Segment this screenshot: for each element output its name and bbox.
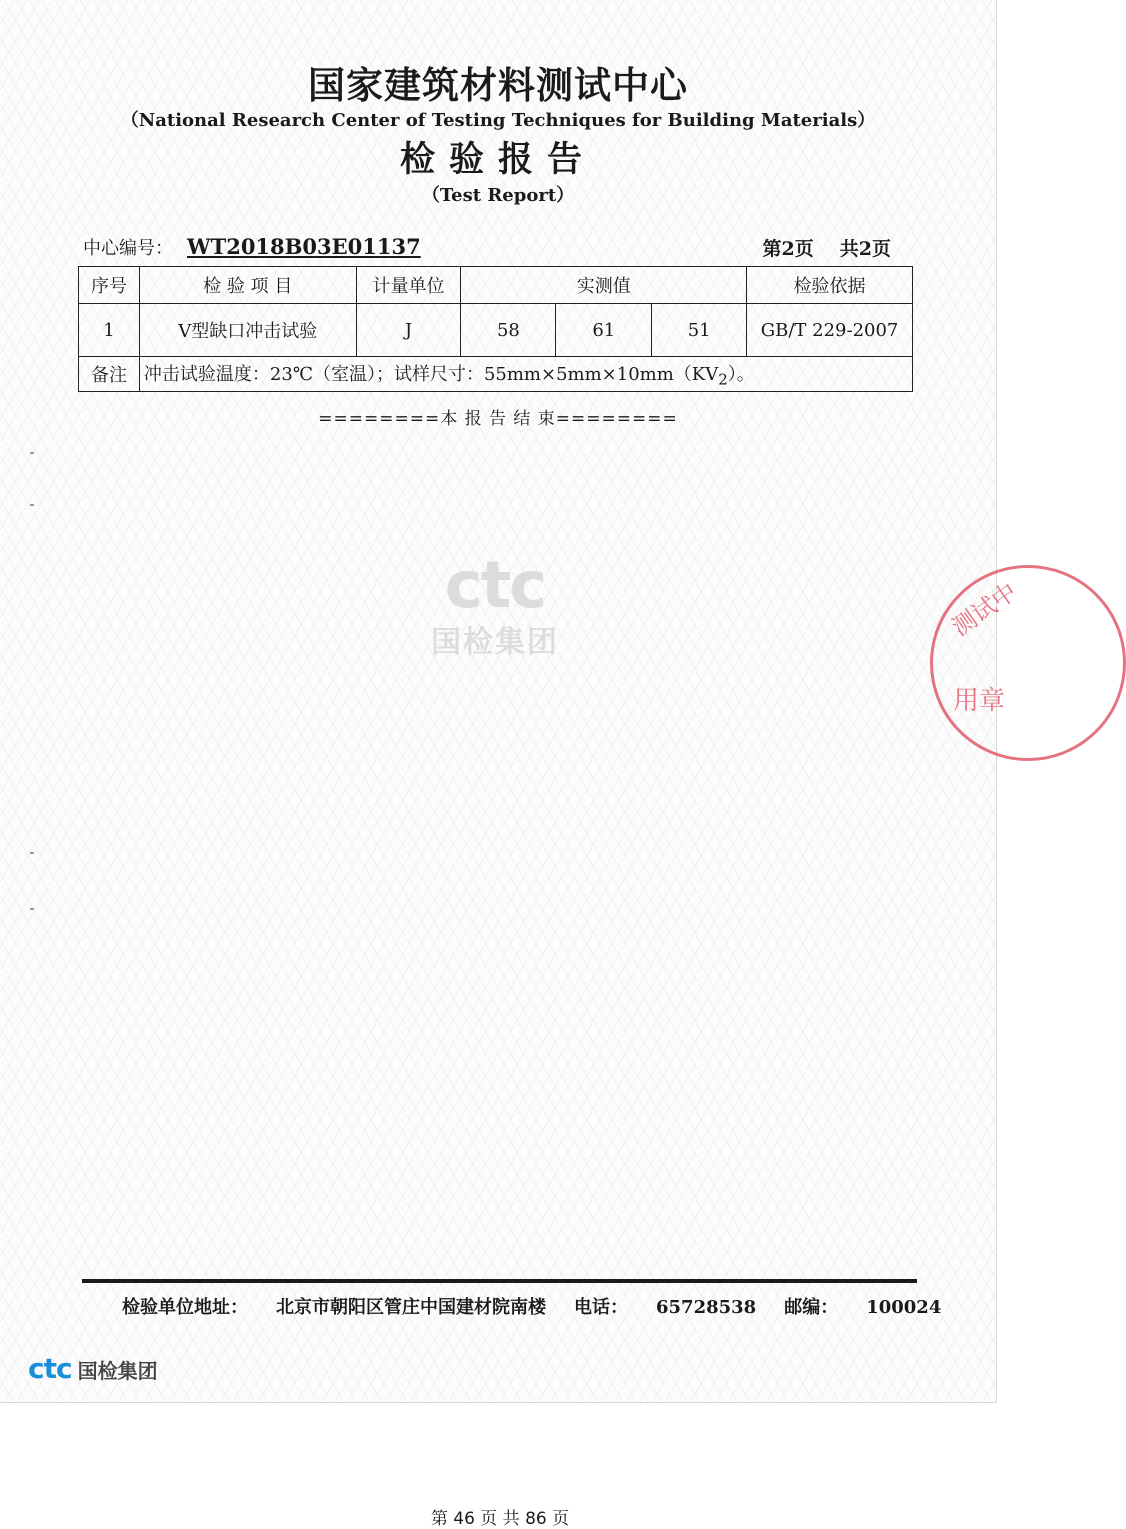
- header-no: 序号: [79, 267, 140, 304]
- result-table: [78, 266, 913, 392]
- footer-contact: [122, 1293, 941, 1319]
- stamp-text-top: 测试中: [946, 577, 1022, 642]
- page-total: 共2页: [839, 238, 891, 260]
- center-number-value: WT2018B03E01137: [187, 234, 421, 259]
- margin-mark: [30, 908, 34, 910]
- row-value-3: 51: [652, 304, 747, 357]
- header-basis: 检验依据: [747, 267, 913, 304]
- report-end-line: ========本 报 告 结 束========: [318, 409, 678, 429]
- ctc-logo-icon: ctc: [28, 1352, 72, 1385]
- page-info: [763, 234, 891, 261]
- page-number-footer: 第 46 页 共 86 页: [430, 1509, 570, 1529]
- watermark-text: 国检集团: [431, 625, 559, 660]
- report-title-en: （Test Report）: [421, 185, 575, 206]
- footer-address: [122, 1297, 546, 1318]
- header-item: 检 验 项 目: [139, 267, 356, 304]
- center-title-cn: 国家建筑材料测试中心: [308, 63, 688, 107]
- row-unit: J: [356, 304, 461, 357]
- margin-mark: [30, 504, 34, 506]
- ctc-logo: [28, 1352, 158, 1385]
- page-current: 第2页: [762, 238, 814, 260]
- watermark-logo: ctc: [444, 549, 546, 623]
- official-stamp: [930, 565, 1126, 761]
- phone-label: 电话：: [574, 1297, 628, 1318]
- table-row: [79, 304, 913, 357]
- footer-postcode: [784, 1297, 941, 1318]
- margin-mark: [30, 452, 34, 454]
- stamp-text-bottom: 用章: [953, 686, 1006, 716]
- remark-label: 备注: [79, 357, 140, 392]
- row-item: V型缺口冲击试验: [139, 304, 356, 357]
- footer-rule: [82, 1279, 917, 1283]
- center-number: [83, 234, 421, 260]
- footer-phone: [574, 1297, 756, 1318]
- margin-mark: [30, 852, 34, 854]
- remark-text-main: 冲击试验温度：23℃（室温）；试样尺寸：55mm×5mm×10mm（KV: [143, 363, 719, 385]
- ctc-logo-text: 国检集团: [77, 1359, 158, 1383]
- header-values: 实测值: [461, 267, 747, 304]
- row-value-2: 61: [556, 304, 652, 357]
- address-value: 北京市朝阳区管庄中国建材院南楼: [276, 1297, 546, 1318]
- postcode-label: 邮编：: [784, 1297, 839, 1318]
- phone-value: 65728538: [656, 1297, 757, 1318]
- remark-subscript: 2: [718, 370, 728, 389]
- remark-row: [79, 357, 913, 392]
- row-no: 1: [79, 304, 140, 357]
- ctc-watermark: [410, 549, 580, 661]
- center-number-label: 中心编号：: [83, 238, 173, 259]
- remark-text: [139, 357, 912, 392]
- remark-text-end: ）。: [727, 363, 755, 385]
- row-basis: GB/T 229-2007: [747, 304, 913, 357]
- table-header-row: [79, 267, 913, 304]
- center-title-en: （National Research Center of Testing Techniques for Building Materials）: [120, 110, 876, 131]
- postcode-value: 100024: [866, 1297, 942, 1318]
- address-label: 检验单位地址：: [122, 1297, 248, 1318]
- report-title-cn: 检验报告: [399, 139, 596, 180]
- row-value-1: 58: [461, 304, 556, 357]
- header-unit: 计量单位: [356, 267, 461, 304]
